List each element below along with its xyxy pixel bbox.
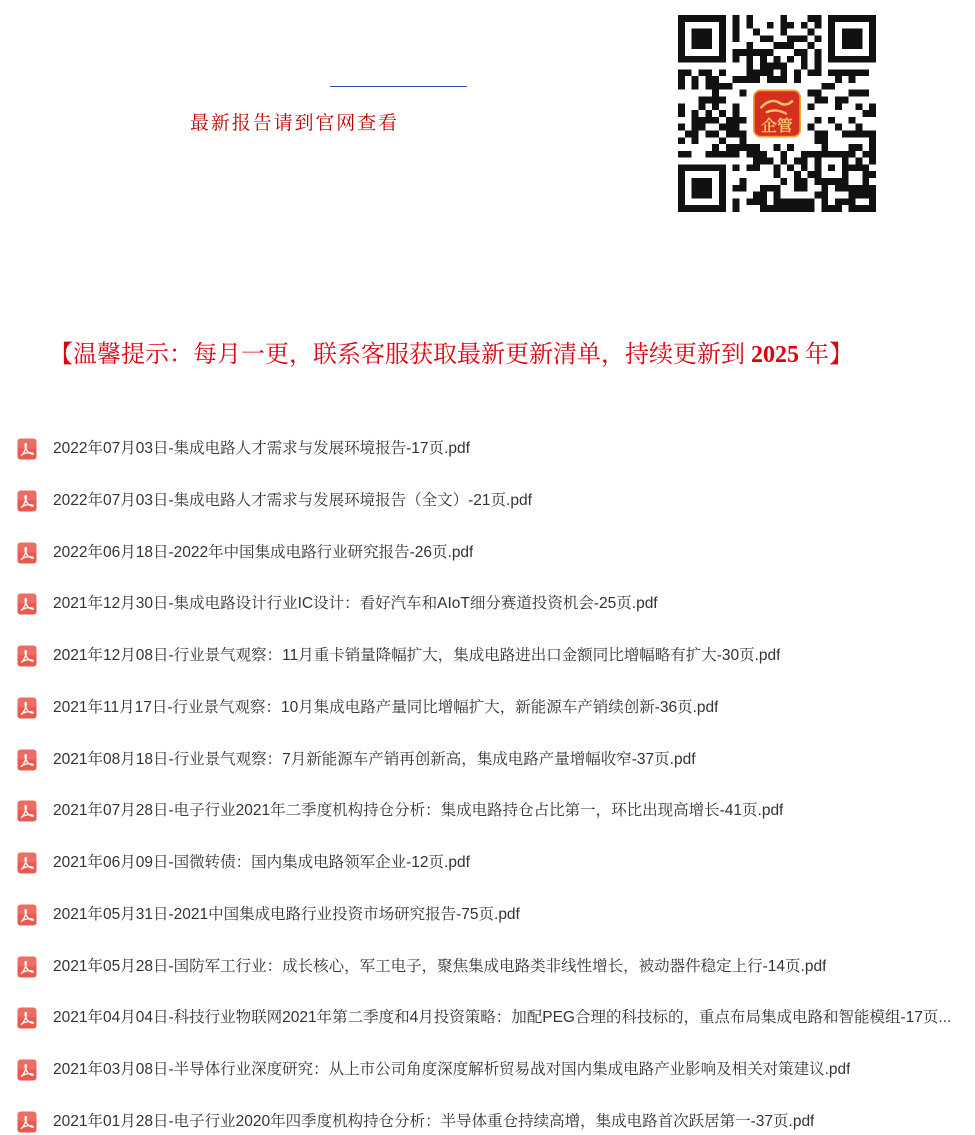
file-name[interactable]: 2021年06月09日-国微转债：国内集成电路领军企业-12页.pdf [53,854,470,871]
file-row[interactable] [17,956,971,978]
file-name[interactable]: 2021年08月18日-行业景气观察：7月新能源车产销再创新高，集成电路产量增幅收窄-37页.pdf [53,750,696,768]
file-row[interactable] [17,1007,971,1029]
qr-logo-text: 企管 [761,118,793,136]
file-row[interactable] [17,542,971,564]
file-name[interactable]: 2021年12月30日-集成电路设计行业IC设计：看好汽车和AIoT细分赛道投资机会-25页.pdf [53,595,658,613]
file-name[interactable]: 2021年12月08日-行业景气观察：11月重卡销量降幅扩大，集成电路进出口金额同比增幅略有扩大-30页.pdf [53,647,781,664]
pdf-icon [17,1111,37,1133]
file-name[interactable]: 2021年04月04日-科技行业物联网2021年第二季度和4月投资策略：加配PEG合理的科技标的，重点布局集成电路和智能模组-17页... [53,1009,952,1027]
file-row[interactable] [17,904,971,926]
file-name[interactable]: 2022年07月03日-集成电路人才需求与发展环境报告（全文）-21页.pdf [53,491,532,509]
file-row[interactable] [17,645,971,667]
file-name[interactable]: 2022年07月03日-集成电路人才需求与发展环境报告-17页.pdf [53,440,470,457]
website-notice: 最新报告请到官网查看 [190,113,400,134]
pdf-icon [17,438,37,460]
pdf-icon [17,956,37,978]
qr-finder-bottom-left [678,164,726,212]
tip-suffix: 年】 [805,342,853,368]
tip-prefix: 【温馨提示：每月一更，联系客服获取最新更新清单，持续更新到 [49,342,745,368]
tip-year: 2025 [751,342,799,368]
file-name[interactable]: 2021年11月17日-行业景气观察：10月集成电路产量同比增幅扩大，新能源车产销续创新-36页.pdf [53,698,719,716]
pdf-icon [17,800,37,822]
pdf-icon [17,1007,37,1029]
pdf-icon [17,1059,37,1081]
file-name[interactable]: 2021年07月28日-电子行业2021年二季度机构持仓分析：集成电路持仓占比第一，环比出现高增长-41页.pdf [53,802,784,820]
file-row[interactable] [17,749,971,771]
file-row[interactable] [17,593,971,615]
pdf-icon [17,542,37,564]
qr-logo [751,88,803,140]
file-row[interactable] [17,697,971,719]
file-name[interactable]: 2021年01月28日-电子行业2020年四季度机构持仓分析：半导体重仓持续高增，集成电路首次跃居第一-37页.pdf [53,1112,815,1130]
file-row[interactable] [17,852,971,874]
qr-code [678,15,876,212]
file-list [17,438,971,1135]
qr-finder-top-left [678,15,726,63]
pdf-icon [17,852,37,874]
header-divider [330,86,467,87]
pdf-icon [17,749,37,771]
file-name[interactable]: 2021年05月28日-国防军工行业：成长核心，军工电子，聚焦集成电路类非线性增长，被动器件稳定上行-14页.pdf [53,957,827,975]
file-row[interactable] [17,490,971,512]
update-tip [49,339,853,371]
qr-finder-top-right [828,15,876,63]
file-name[interactable]: 2022年06月18日-2022年中国集成电路行业研究报告-26页.pdf [53,543,474,561]
file-name[interactable]: 2021年05月31日-2021中国集成电路行业投资市场研究报告-75页.pdf [53,905,520,923]
file-name[interactable]: 2021年03月08日-半导体行业深度研究：从上市公司角度深度解析贸易战对国内集成电路产业影响及相关对策建议.pdf [53,1061,851,1078]
pdf-icon [17,490,37,512]
pdf-icon [17,593,37,615]
file-row[interactable] [17,438,971,460]
file-row[interactable] [17,1111,971,1133]
pdf-icon [17,697,37,719]
file-row[interactable] [17,800,971,822]
file-row[interactable] [17,1059,971,1081]
pdf-icon [17,904,37,926]
pdf-icon [17,645,37,667]
